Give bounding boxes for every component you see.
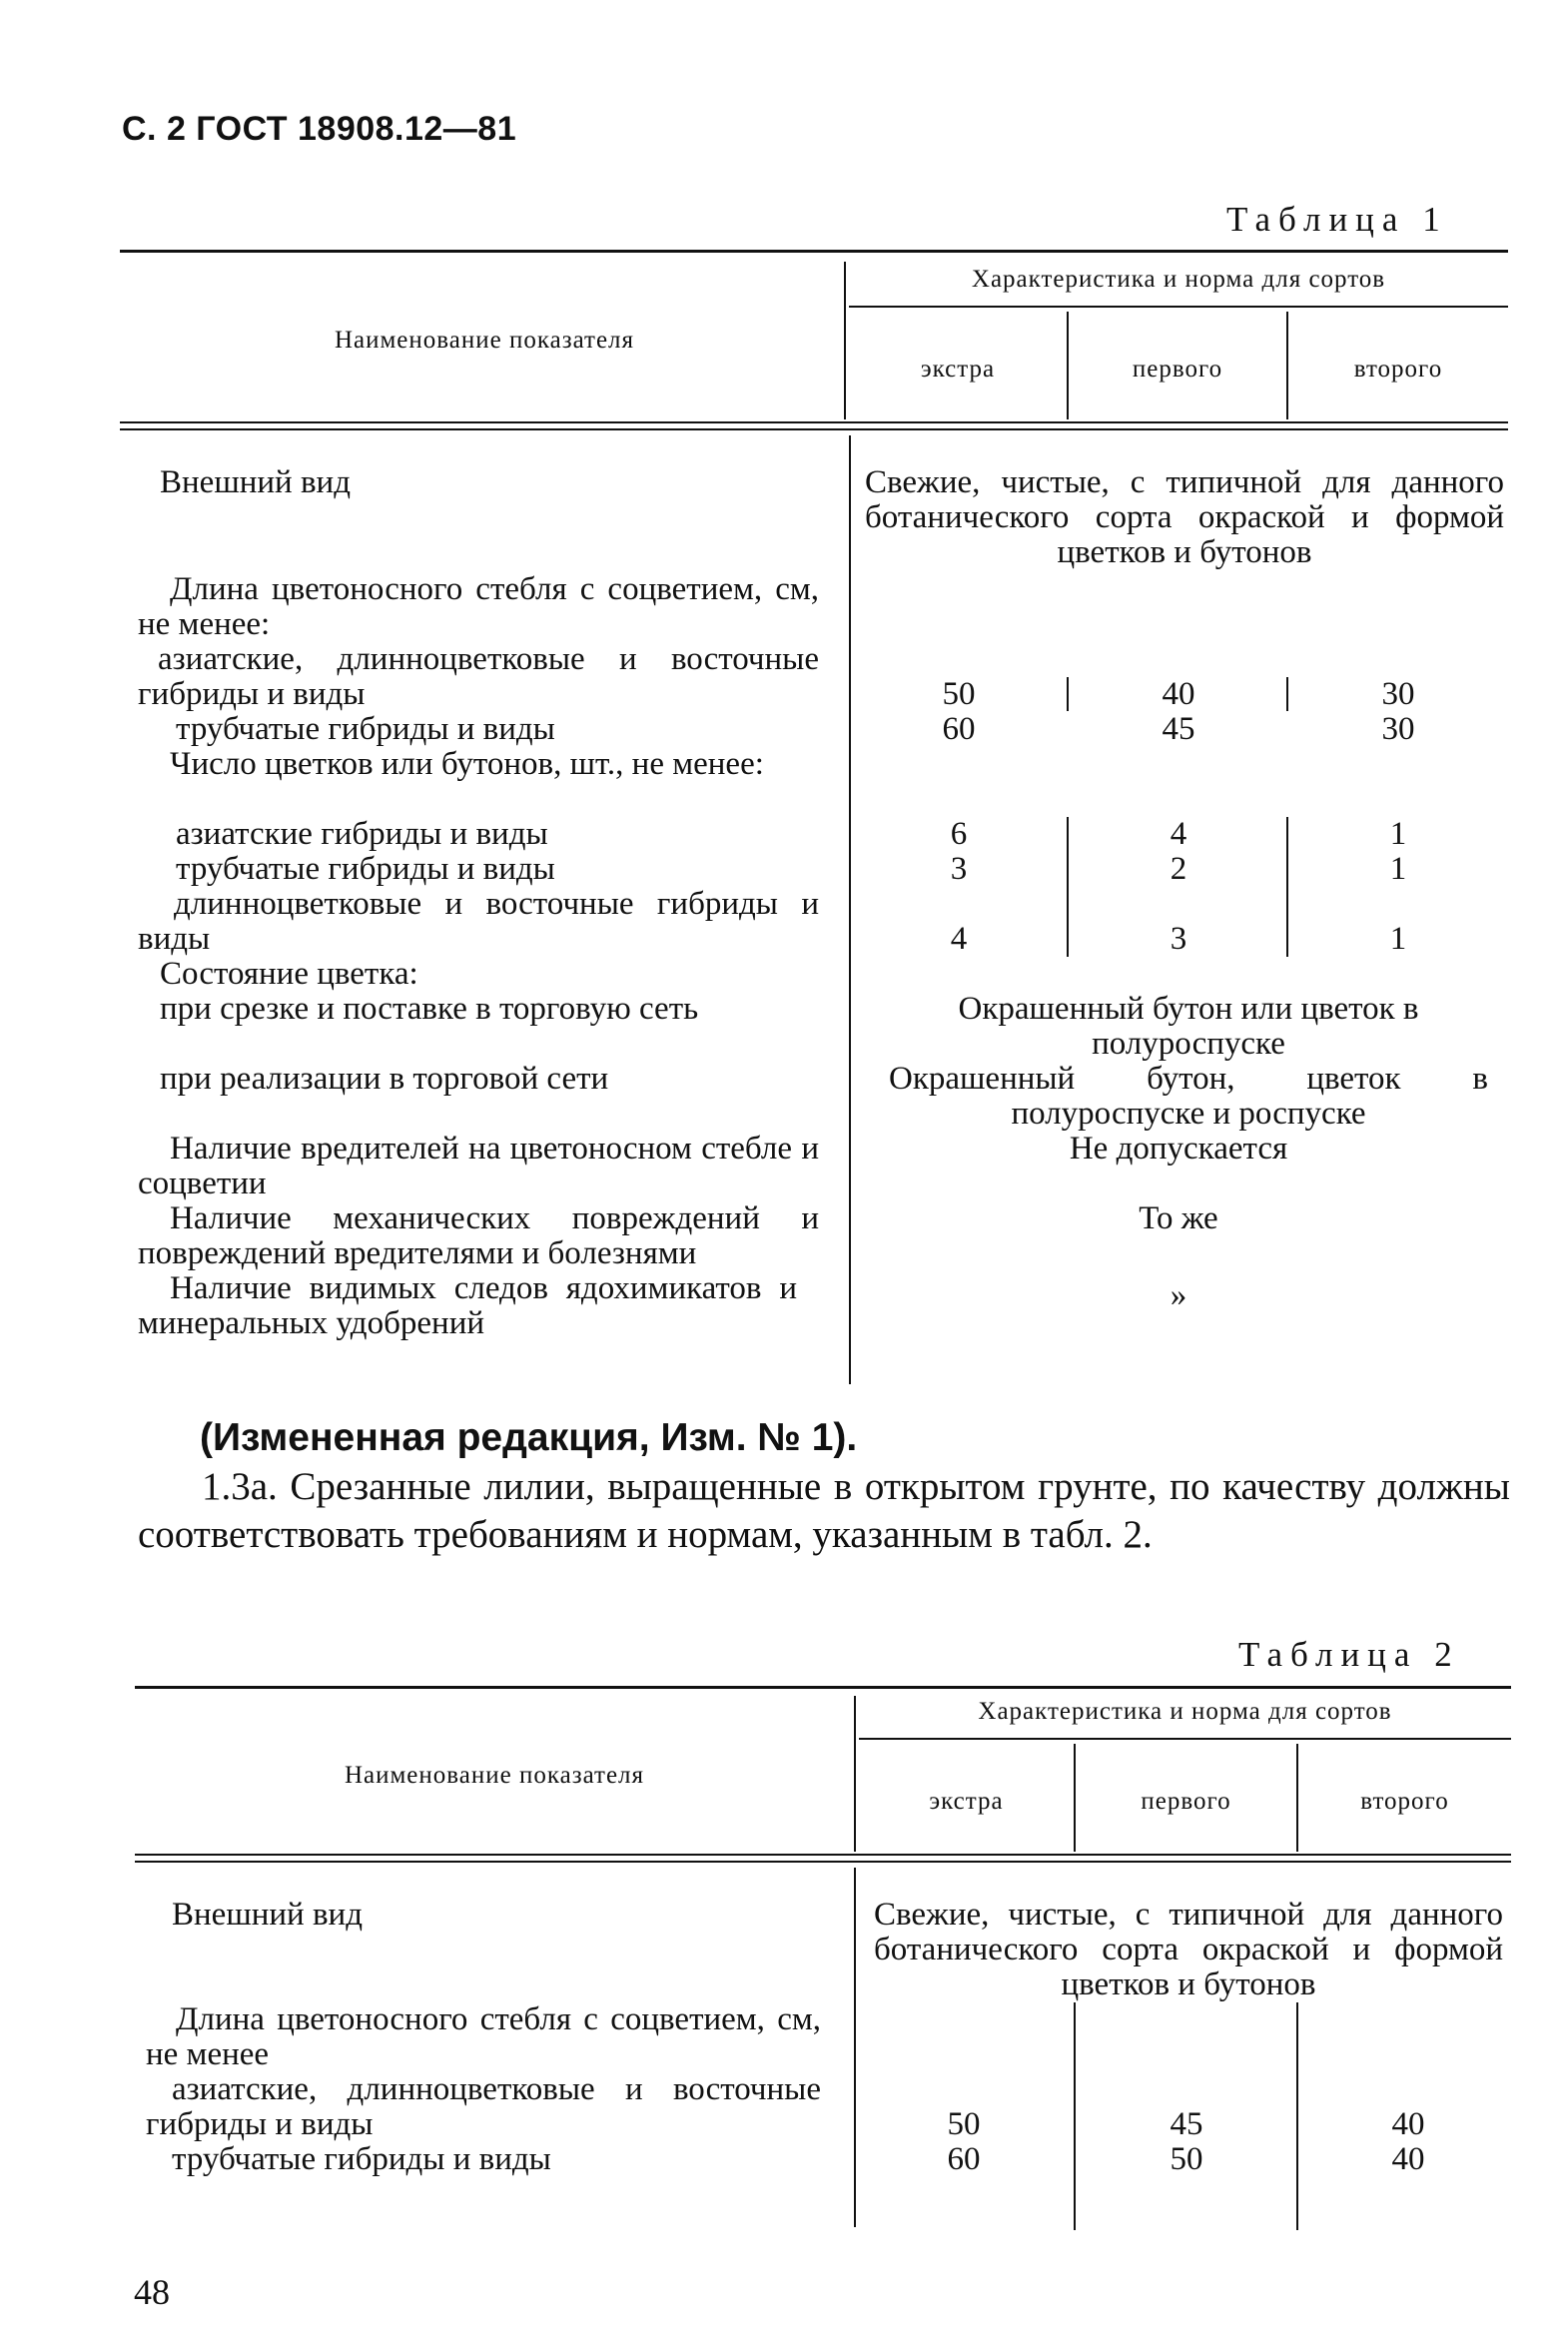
t1-chem-value: » <box>1170 1277 1187 1313</box>
table1-col-first: первого <box>1132 356 1223 383</box>
t2-length-asiatic-extra: 50 <box>947 2106 981 2142</box>
t1-length-asiatic-second: 30 <box>1381 676 1415 712</box>
t1-row-divider <box>1286 817 1288 957</box>
t1-count-label: Число цветков или бутонов, шт., не менее: <box>170 746 764 782</box>
table2-header-rule-a <box>135 1854 1511 1856</box>
t1-state-label: Состояние цветка: <box>160 956 418 992</box>
t1-length-tubular-second: 30 <box>1381 711 1415 747</box>
t2-length-asiatic-first: 45 <box>1170 2106 1203 2142</box>
table2-group-rule <box>859 1738 1511 1740</box>
t1-pests-value: Не допускается <box>1069 1131 1288 1167</box>
t1-length-asiatic-extra: 50 <box>942 676 976 712</box>
t2-length-tubular-first: 50 <box>1170 2141 1203 2177</box>
t2-appearance-value: Свежие, чистые, с типичной для данного ботанического сорта окраской и формой цветков и бутонов <box>874 1897 1503 2002</box>
t1-damage-value: То же <box>1139 1200 1218 1236</box>
t1-length-asiatic-label: азиатские, длинноцветковые и восточные гибриды и виды <box>138 641 819 712</box>
t1-state-cut-value: Окрашенный бутон или цветок в полуроспуске <box>958 991 1419 1062</box>
table1-col-group: Характеристика и норма для сортов <box>971 266 1386 293</box>
t1-chem-label: Наличие видимых следов ядохимикатов и минеральных удобрений <box>138 1270 797 1341</box>
t1-length-tubular-first: 45 <box>1162 711 1195 747</box>
t1-count-tubular-extra: 3 <box>950 851 968 887</box>
table1-header-divider <box>844 262 846 419</box>
t1-appearance-label: Внешний вид <box>160 464 351 500</box>
t1-count-long-label: длинноцветковые и восточные гибриды и виды <box>138 886 819 957</box>
table2-col-first: первого <box>1141 1788 1231 1815</box>
table2-header-rule-b <box>135 1861 1511 1863</box>
table1-group-rule <box>849 306 1508 308</box>
t1-length-asiatic-first: 40 <box>1162 676 1195 712</box>
table2-caption: Таблица 2 <box>1238 1635 1460 1674</box>
t1-appearance-value: Свежие, чистые, с типичной для данного ботанического сорта окраской и формой цветков и бутонов <box>865 464 1504 570</box>
amendment-note: (Измененная редакция, Изм. № 1). <box>200 1416 858 1459</box>
t1-state-cut-label: при срезке и поставке в торговую сеть <box>160 991 699 1027</box>
t1-count-asiatic-first: 4 <box>1170 816 1187 852</box>
t1-count-tubular-first: 2 <box>1170 851 1187 887</box>
t1-count-long-extra: 4 <box>950 921 968 957</box>
t1-count-asiatic-second: 1 <box>1389 816 1407 852</box>
t1-count-long-second: 1 <box>1389 921 1407 957</box>
t1-count-asiatic-label: азиатские гибриды и виды <box>176 816 548 852</box>
t2-length-tubular-label: трубчатые гибриды и виды <box>172 2141 551 2177</box>
t2-length-label: Длина цветоносного стебля с соцветием, см, не менее <box>146 2001 821 2072</box>
table1-col-second: второго <box>1353 356 1443 383</box>
t1-row-divider <box>1067 817 1069 957</box>
t1-length-label: Длина цветоносного стебля с соцветием, см, не менее: <box>138 571 819 642</box>
t2-row-divider <box>1074 2002 1076 2230</box>
t1-row-divider <box>1286 677 1288 711</box>
paragraph-1-3a: 1.3а. Срезанные лилии, выращенные в открытом грунте, по качеству должны соответствовать требованиям и нормам, указанным в табл. 2. <box>138 1465 1510 1556</box>
table1-header-rule-a <box>120 421 1508 423</box>
table2-col-group: Характеристика и норма для сортов <box>978 1698 1392 1725</box>
t2-row-divider <box>1296 2002 1298 2230</box>
t1-damage-label: Наличие механических повреждений и повреждений вредителями и болезнями <box>138 1200 819 1271</box>
table1-header-rule-b <box>120 428 1508 430</box>
page-header: С. 2 ГОСТ 18908.12—81 <box>122 110 517 148</box>
t1-length-tubular-label: трубчатые гибриды и виды <box>176 711 555 747</box>
t1-count-tubular-label: трубчатые гибриды и виды <box>176 851 555 887</box>
t1-state-sale-value: Окрашенный бутон, цветок в полуроспуске и роспуске <box>889 1061 1488 1132</box>
table2-col-second: второго <box>1360 1788 1449 1815</box>
t2-length-asiatic-second: 40 <box>1391 2106 1425 2142</box>
t1-count-long-first: 3 <box>1170 921 1187 957</box>
t1-count-asiatic-extra: 6 <box>950 816 968 852</box>
table1-body-divider <box>849 435 851 1384</box>
table1-caption: Таблица 1 <box>1226 200 1448 239</box>
table2-top-rule <box>135 1686 1511 1689</box>
t1-row-divider <box>1067 677 1069 711</box>
table1-top-rule <box>120 250 1508 253</box>
t1-length-tubular-extra: 60 <box>942 711 976 747</box>
t1-count-tubular-second: 1 <box>1389 851 1407 887</box>
t2-length-tubular-extra: 60 <box>947 2141 981 2177</box>
table2-col-param: Наименование показателя <box>344 1762 645 1789</box>
t2-length-tubular-second: 40 <box>1391 2141 1425 2177</box>
table2-body-divider <box>854 1868 856 2227</box>
table1-col-param: Наименование показателя <box>334 327 635 354</box>
t1-pests-label: Наличие вредителей на цветоносном стебле и соцветии <box>138 1131 819 1201</box>
table1-col-extra: экстра <box>920 356 996 383</box>
t2-length-asiatic-label: азиатские, длинноцветковые и восточные гибриды и виды <box>146 2071 821 2142</box>
table2-header-divider <box>854 1696 856 1852</box>
page-number: 48 <box>134 2272 170 2312</box>
t2-appearance-label: Внешний вид <box>172 1897 363 1933</box>
t1-state-sale-label: при реализации в торговой сети <box>160 1061 609 1097</box>
table2-col-extra: экстра <box>929 1788 1004 1815</box>
